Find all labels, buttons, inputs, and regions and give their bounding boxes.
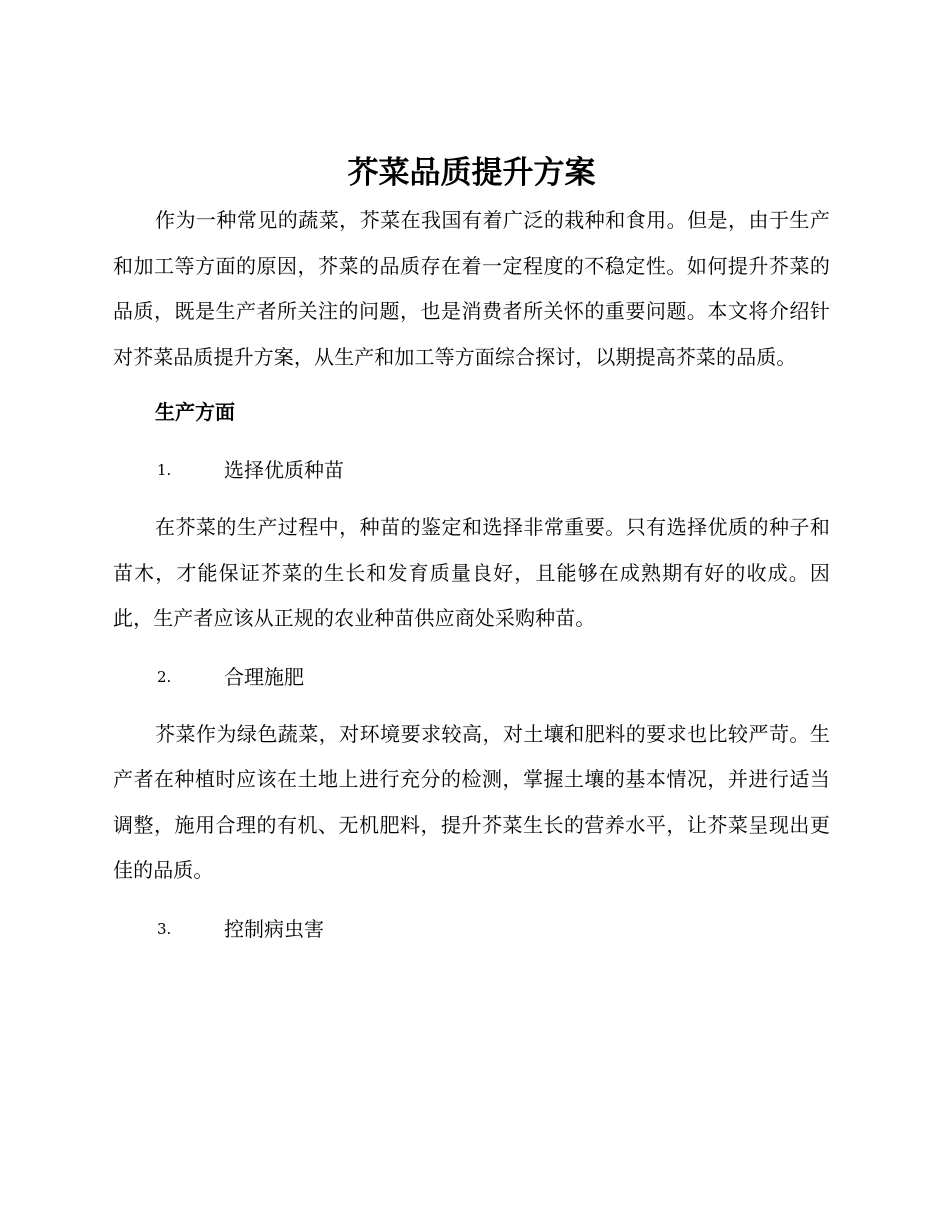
section-heading-production: 生产方面: [155, 400, 235, 424]
document-page: [113, 148, 830, 952]
list-item-1: [113, 447, 830, 493]
list-item-title: 选择优质种苗: [224, 458, 344, 482]
list-item-3: [113, 906, 830, 952]
list-item-2: [113, 654, 830, 700]
list-number: 2.: [157, 667, 172, 686]
list-number: 3.: [157, 919, 172, 938]
list-item-title: 控制病虫害: [224, 916, 324, 941]
list-number: 1.: [157, 461, 172, 479]
document-title: 芥菜品质提升方案: [347, 155, 596, 191]
item-2-paragraph: 芥菜作为绿色蔬菜，对环境要求较高，对土壤和肥料的要求也比较严苛。生产者在种植时应该在土地上进行充分的检测，掌握土壤的基本情况，并进行适当调整，施用合理的有机、无机肥料，提升芥菜生长的营养水平，让芥菜呈现出更佳的品质。: [113, 721, 830, 882]
intro-paragraph: 作为一种常见的蔬菜，芥菜在我国有着广泛的栽种和食用。但是，由于生产和加工等方面的原因，芥菜的品质存在着一定程度的不稳定性。如何提升芥菜的品质，既是生产者所关注的问题，也是消费者所关怀的重要问题。本文将介绍针对芥菜品质提升方案，从生产和加工等方面综合探讨，以期提高芥菜的品质。: [113, 208, 830, 369]
item-1-paragraph: 在芥菜的生产过程中，种苗的鉴定和选择非常重要。只有选择优质的种子和苗木，才能保证芥菜的生长和发育质量良好，且能够在成熟期有好的收成。因此，生产者应该从正规的农业种苗供应商处采购种苗。: [113, 515, 830, 630]
list-item-title: 合理施肥: [224, 664, 304, 689]
